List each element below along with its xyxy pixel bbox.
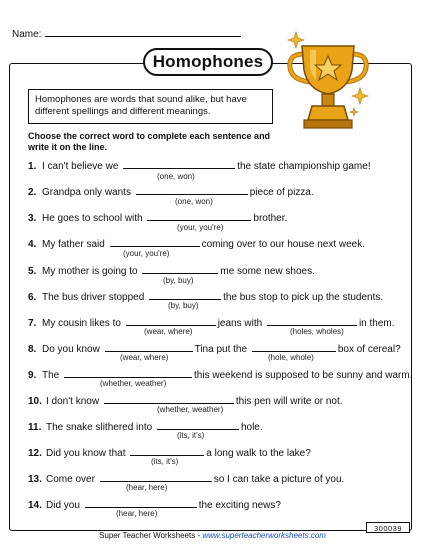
question-number: 11.: [28, 422, 42, 433]
question-text: Do you know: [42, 344, 103, 355]
answer-blank[interactable]: [100, 472, 212, 482]
worksheet-code: 300039: [366, 522, 410, 533]
answer-blank[interactable]: [64, 368, 192, 378]
choice-hint: (wear, where): [120, 353, 169, 362]
question-text: My cousin likes to: [42, 318, 124, 329]
question-number: 8.: [28, 344, 37, 355]
choice-hint: (hear, here): [116, 509, 158, 518]
choice-hint: (its, it's): [177, 431, 205, 440]
footer-link[interactable]: www.superteacherworksheets.com: [202, 531, 326, 540]
question-number: 2.: [28, 187, 37, 198]
footer: [0, 531, 425, 540]
question-number: 13.: [28, 474, 42, 485]
question-text: Did you know that: [46, 448, 129, 459]
question-text: hole.: [240, 422, 263, 433]
answer-blank[interactable]: [149, 290, 221, 300]
answer-blank[interactable]: [157, 420, 239, 430]
answer-blank[interactable]: [105, 342, 193, 352]
question-2: [28, 185, 314, 198]
question-text: in them.: [358, 318, 395, 329]
question-number: 9.: [28, 370, 37, 381]
choice-hint: (whether, weather): [100, 379, 167, 388]
question-6: [28, 290, 383, 303]
title-box: [143, 48, 273, 76]
question-text: box of cereal?: [337, 344, 401, 355]
answer-blank[interactable]: [123, 159, 235, 169]
question-text: the state championship game!: [237, 161, 371, 172]
question-text: Grandpa only wants: [42, 187, 134, 198]
question-text: brother.: [253, 213, 288, 224]
question-number: 6.: [28, 292, 37, 303]
question-1: [28, 159, 371, 172]
choice-hint: (hear, here): [126, 483, 168, 492]
question-text: The bus driver stopped: [42, 292, 148, 303]
question-number: 4.: [28, 239, 37, 250]
question-text: this weekend is supposed to be sunny and warm.: [194, 370, 413, 381]
choice-hint: (your, you're): [123, 249, 170, 258]
choice-hint: (by, buy): [163, 276, 194, 285]
question-text: Did you: [46, 500, 83, 511]
choice-hint: (holes, wholes): [290, 327, 344, 336]
instructions: Choose the correct word to complete each sentence and write it on the line.: [28, 131, 271, 152]
trophy-icon: [282, 24, 374, 134]
question-number: 12.: [28, 448, 42, 459]
name-label: Name:: [12, 29, 42, 40]
choice-hint: (one, won): [175, 197, 213, 206]
question-text: coming over to our house next week.: [201, 239, 366, 250]
choice-hint: (whether, weather): [157, 405, 224, 414]
answer-blank[interactable]: [267, 316, 357, 326]
answer-blank[interactable]: [110, 237, 200, 247]
question-number: 1.: [28, 161, 37, 172]
question-text: The: [42, 370, 63, 381]
question-text: My father said: [42, 239, 108, 250]
answer-blank[interactable]: [136, 185, 248, 195]
choice-hint: (your, you're): [177, 223, 224, 232]
answer-blank[interactable]: [252, 342, 336, 352]
question-text: the bus stop to pick up the students.: [223, 292, 384, 303]
question-number: 5.: [28, 266, 37, 277]
question-4: [28, 237, 365, 250]
answer-blank[interactable]: [126, 316, 216, 326]
answer-blank[interactable]: [104, 394, 234, 404]
question-text: He goes to school with: [42, 213, 146, 224]
question-13: [28, 472, 344, 485]
question-number: 14.: [28, 500, 42, 511]
answer-blank[interactable]: [85, 498, 197, 508]
answer-blank[interactable]: [130, 446, 204, 456]
name-line[interactable]: [45, 27, 241, 37]
question-3: [28, 211, 287, 224]
choice-hint: (hole, whole): [268, 353, 314, 362]
answer-blank[interactable]: [147, 211, 251, 221]
question-text: piece of pizza.: [249, 187, 314, 198]
question-number: 10.: [28, 396, 42, 407]
question-text: me some new shoes.: [220, 266, 315, 277]
definition-box: Homophones are words that sound alike, but have different spellings and different meanings.: [28, 89, 273, 124]
question-text: a long walk to the lake?: [206, 448, 311, 459]
page-title: Homophones: [152, 52, 264, 71]
question-text: this pen will write or not.: [235, 396, 343, 407]
question-8: [28, 342, 401, 355]
question-number: 3.: [28, 213, 37, 224]
question-text: The snake slithered into: [46, 422, 155, 433]
question-text: My mother is going to: [42, 266, 141, 277]
question-text: I don't know: [46, 396, 102, 407]
footer-text: Super Teacher Worksheets -: [99, 531, 203, 540]
question-text: the exciting news?: [198, 500, 281, 511]
choice-hint: (its, it's): [151, 457, 179, 466]
choice-hint: (by, buy): [168, 301, 199, 310]
question-text: jeans with: [217, 318, 265, 329]
choice-hint: (one, won): [157, 172, 195, 181]
answer-blank[interactable]: [142, 264, 218, 274]
question-text: Come over: [46, 474, 98, 485]
question-text: so I can take a picture of you.: [213, 474, 345, 485]
name-row: [12, 27, 241, 40]
question-number: 7.: [28, 318, 37, 329]
question-11: [28, 420, 263, 433]
choice-hint: (wear, where): [144, 327, 193, 336]
question-text: Tina put the: [194, 344, 250, 355]
question-text: I can't believe we: [42, 161, 122, 172]
question-9: [28, 368, 412, 381]
